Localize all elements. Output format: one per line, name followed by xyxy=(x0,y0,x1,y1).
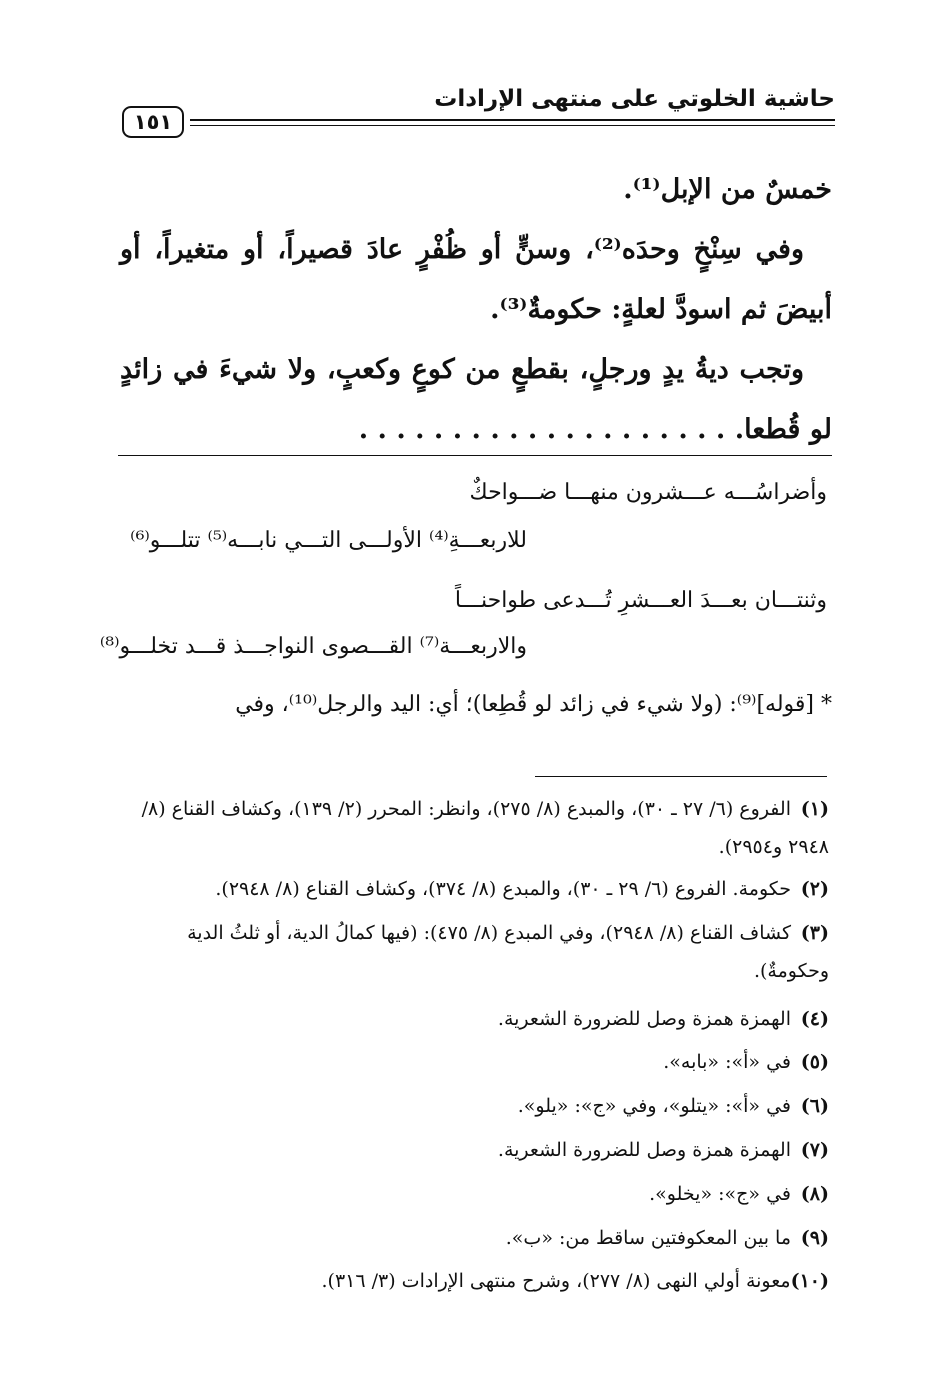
footnote-number: (٤) xyxy=(800,1008,829,1030)
footnote-4 xyxy=(117,1000,829,1038)
footnote-number: (١) xyxy=(800,798,829,820)
page-number: ١٥١ xyxy=(122,106,184,138)
footnote-number: (٢) xyxy=(800,878,829,900)
commentary-line: * [قوله]⁽⁹⁾: (ولا شيء في زائد لو قُطِعا)؛ أي: اليد والرجل⁽¹⁰⁾، وفي xyxy=(235,692,832,717)
footnote-rule xyxy=(535,776,827,777)
footnote-text: في «أ»: «يتلو»، وفي «ج»: «يلو». xyxy=(517,1095,791,1117)
footnote-10 xyxy=(117,1262,829,1300)
footnote-text: حكومة. الفروع (٦/ ٢٩ ـ ٣٠)، والمبدع (٨/ ٣٧٤)، وكشاف القناع (٨/ ٢٩٤٨). xyxy=(215,878,791,900)
footnote-9 xyxy=(117,1219,829,1257)
main-line-1: خمسٌ من الإبل⁽¹⁾. xyxy=(623,174,832,205)
footnote-text: الفروع (٦/ ٢٧ ـ ٣٠)، والمبدع (٨/ ٢٧٥)، وانظر: المحرر (٢/ ١٣٩)، وكشاف القناع (٨/ ٢٩٤٨ و٢٩٥٤). xyxy=(141,798,829,858)
footnote-text: في «أ»: «بابه». xyxy=(663,1051,791,1073)
main-text xyxy=(120,160,832,460)
footnote-2 xyxy=(117,870,829,908)
footnote-6 xyxy=(117,1087,829,1125)
footnote-number: (١٠) xyxy=(790,1270,829,1292)
footnote-number: (٦) xyxy=(800,1095,829,1117)
footnote-number: (٥) xyxy=(800,1051,829,1073)
running-header-title: حاشية الخلوتي على منتهى الإرادات xyxy=(434,86,835,112)
verse-line-1: وأضراسُـــه عـــشرون منهـــا ضـــواحكٌ xyxy=(469,480,827,505)
footnote-text: كشاف القناع (٨/ ٢٩٤٨)، وفي المبدع (٨/ ٤٧٥): (فيها كمالُ الدية، أو ثلثُ الدية وحكومةٌ). xyxy=(187,922,829,982)
main-paragraph-3: وتجب ديةُ يدٍ ورجلٍ، بقطعٍ من كوعٍ وكعبٍ، ولا شيءَ في زائدٍ لو قُطعا. . . . . . . . . . . . . . . . . . . . . xyxy=(120,354,832,445)
footnote-text: في «ج»: «يخلو». xyxy=(649,1183,791,1205)
text-separator xyxy=(118,455,832,456)
footnote-8 xyxy=(117,1175,829,1213)
footnote-7 xyxy=(117,1131,829,1169)
verse-line-4: والاربعـــة⁽⁷⁾ القـــصوى النواجـــذ قـــد تخلـــو⁽⁸⁾ xyxy=(99,634,527,659)
main-paragraph-2: وفي سِنْخٍ وحدَه⁽²⁾، وسنٍّ أو ظُفْرٍ عادَ قصيراً، أو متغيراً، أو أبيضَ ثم اسودَّ لعلةٍ: حكومةٌ⁽³⁾. xyxy=(120,234,832,325)
footnote-text: الهمزة همزة وصل للضرورة الشعرية. xyxy=(497,1008,791,1030)
verse-line-3: وثنتـــان بعـــدَ العـــشرِ تُـــدعى طواحنـــاً xyxy=(454,588,827,613)
header-rule-thin xyxy=(190,125,835,126)
verse-line-2: للاربعـــةِ⁽⁴⁾ الأولـــى التـــي نابـــه⁽⁵⁾ تتلـــو⁽⁶⁾ xyxy=(130,528,527,553)
footnote-5 xyxy=(117,1043,829,1081)
footnote-1 xyxy=(117,790,829,866)
footnote-3 xyxy=(117,914,829,990)
footnote-text: الهمزة همزة وصل للضرورة الشعرية. xyxy=(497,1139,791,1161)
footnote-number: (٩) xyxy=(800,1227,829,1249)
footnote-number: (٨) xyxy=(800,1183,829,1205)
footnote-number: (٣) xyxy=(800,922,829,944)
footnote-text: معونة أولي النهى (٨/ ٢٧٧)، وشرح منتهى الإرادات (٣/ ٣١٦). xyxy=(321,1270,791,1292)
footnote-number: (٧) xyxy=(800,1139,829,1161)
footnote-text: ما بين المعكوفتين ساقط من: «ب». xyxy=(505,1227,791,1249)
header-rule xyxy=(190,119,835,121)
